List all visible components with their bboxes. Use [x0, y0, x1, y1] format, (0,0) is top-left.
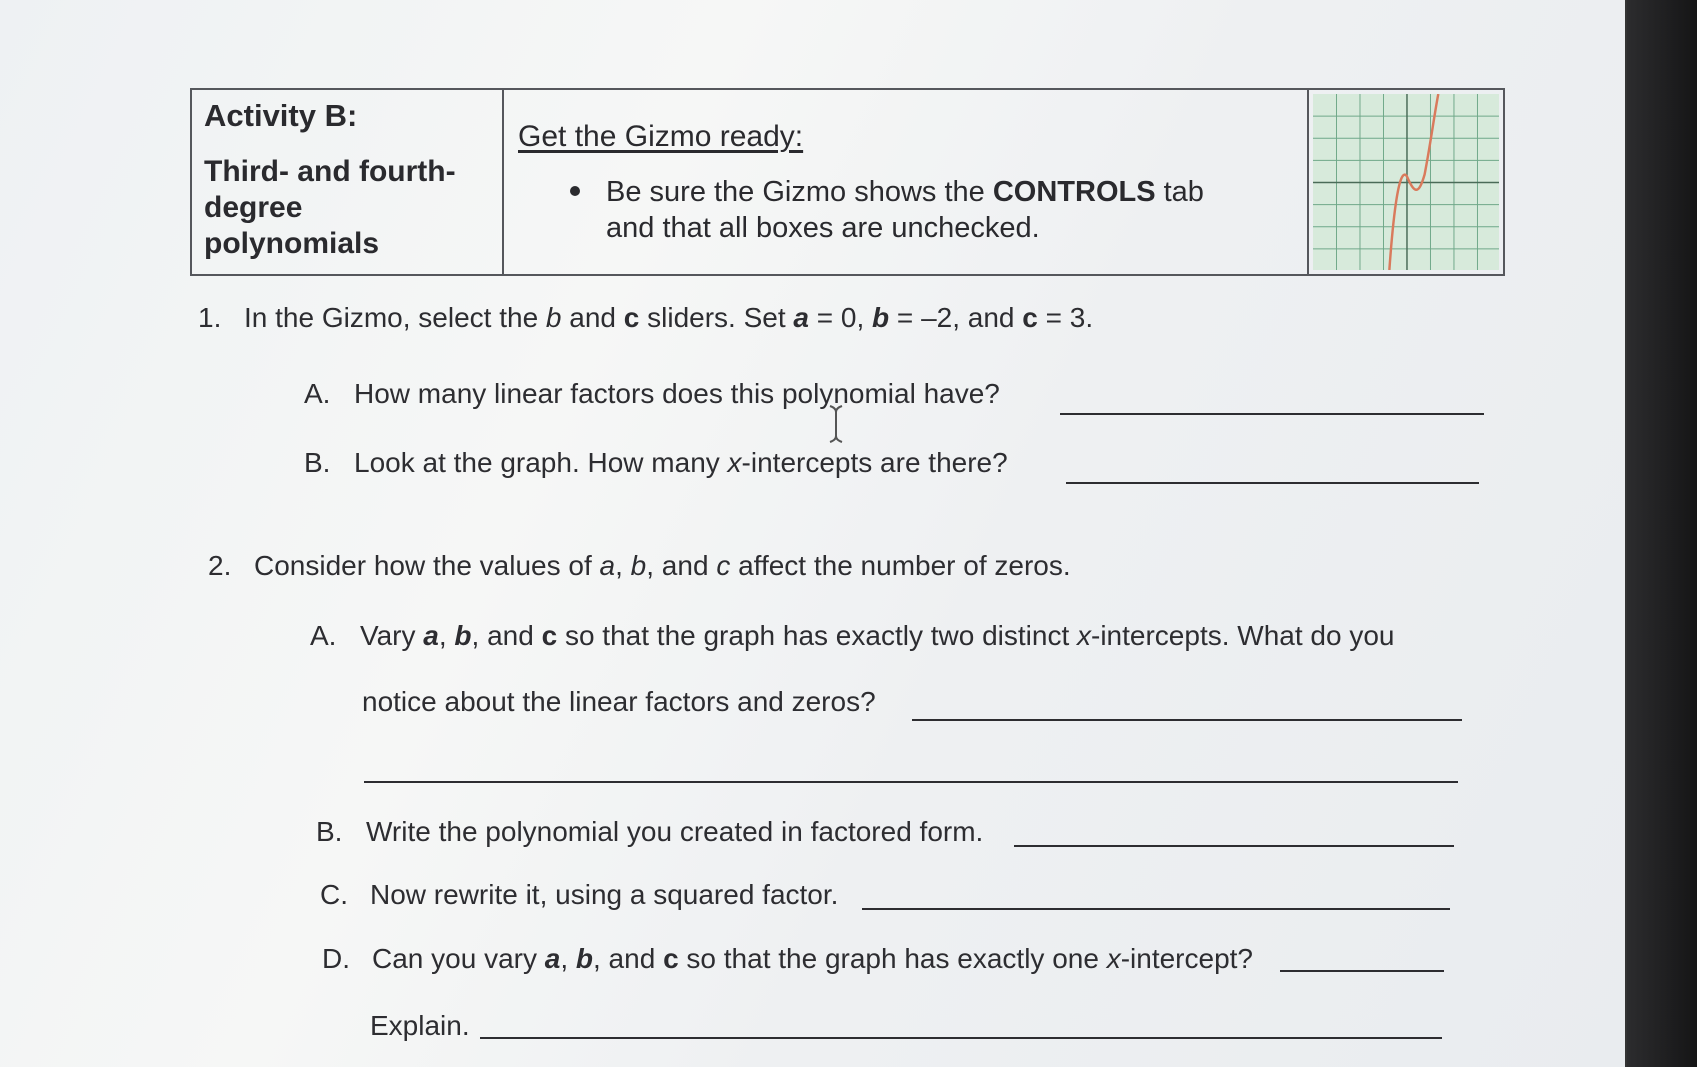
question-1a — [304, 378, 1000, 410]
question-1a-text: How many linear factors does this polynomial have? — [354, 378, 1000, 409]
bullet-icon — [570, 186, 580, 196]
activity-header-table — [190, 88, 1505, 276]
q2a-var-c: c — [541, 620, 558, 651]
q2-sep-1: , — [615, 550, 631, 581]
text-cursor-icon — [826, 404, 846, 444]
question-1b-x: x — [727, 447, 742, 478]
gizmo-instructions-cell — [504, 90, 1309, 274]
q2a-var-a: a — [423, 620, 439, 651]
question-1b — [304, 447, 1008, 479]
instruction-text-part2: tab — [1155, 176, 1204, 208]
question-2a — [310, 620, 1395, 652]
question-2c — [320, 879, 838, 911]
q2a-var-b: b — [454, 620, 472, 651]
question-2b-letter: B. — [316, 816, 343, 847]
instruction-text-part1: Be sure the Gizmo shows the — [606, 176, 993, 208]
answer-line-2c[interactable] — [862, 908, 1450, 910]
question-2b — [316, 816, 983, 848]
q2a-text-1: Vary — [360, 620, 424, 651]
activity-subtitle-line1: Third- and fourth- — [204, 155, 456, 188]
activity-title: Activity B: — [204, 98, 358, 133]
question-2d — [322, 943, 1253, 975]
question-1 — [198, 302, 1093, 334]
q2d-var-c: c — [663, 943, 679, 974]
q2d-sep-1: , — [560, 943, 576, 974]
q2a-sep-2: , and — [471, 620, 542, 651]
activity-subtitle-line2: degree — [204, 191, 303, 224]
q2d-x: x — [1106, 943, 1121, 974]
question-2a-letter: A. — [310, 620, 337, 651]
q2-var-c: c — [716, 550, 731, 581]
question-2a-line2: notice about the linear factors and zeros? — [362, 686, 876, 717]
graph-thumbnail-icon — [1313, 94, 1499, 270]
question-2c-letter: C. — [320, 879, 348, 910]
activity-subtitle-line3: polynomials — [204, 227, 380, 260]
question-1b-text-2: -intercepts are there? — [741, 447, 1008, 478]
gizmo-thumbnail-cell — [1309, 90, 1503, 274]
q2-text-2: affect the number of zeros. — [730, 550, 1071, 581]
activity-label-cell — [192, 90, 504, 274]
question-1a-letter: A. — [304, 378, 331, 409]
activity-subtitle — [204, 154, 490, 262]
question-2-number: 2. — [208, 550, 232, 581]
question-2d-letter: D. — [322, 943, 350, 974]
answer-line-2d[interactable] — [1280, 970, 1444, 972]
answer-line-2a-2[interactable] — [364, 781, 1458, 783]
q2a-x: x — [1077, 620, 1092, 651]
q2-var-a: a — [599, 550, 616, 581]
question-2 — [208, 550, 1071, 582]
q2d-var-b: b — [575, 943, 593, 974]
q1-set-c-val: = 3. — [1037, 302, 1094, 333]
q2a-text-2: so that the graph has exactly two distinct — [557, 620, 1078, 651]
instruction-text — [606, 174, 1204, 246]
q1-set-c-var: c — [1022, 302, 1038, 333]
q2-sep-2: , and — [646, 550, 717, 581]
controls-tab-label: CONTROLS — [992, 176, 1156, 208]
q1-text-b: and — [561, 302, 624, 333]
q2a-sep-1: , — [438, 620, 455, 651]
answer-line-2a-1[interactable] — [912, 719, 1462, 721]
q2d-text-3: -intercept? — [1120, 943, 1253, 974]
q2d-sep-2: , and — [593, 943, 664, 974]
q2a-text-3: -intercepts. What do you — [1091, 620, 1395, 651]
q1-set-b-var: b — [872, 302, 890, 333]
gizmo-ready-heading: Get the Gizmo ready: — [518, 120, 804, 153]
q1-text-a: In the Gizmo, select the — [244, 302, 546, 333]
monitor-bezel — [1627, 0, 1697, 1067]
q1-set-b-val: = –2, and — [889, 302, 1023, 333]
explain-label: Explain. — [370, 1010, 470, 1041]
q1-var-c: c — [623, 302, 640, 333]
question-2b-text: Write the polynomial you created in factored form. — [366, 816, 984, 847]
answer-line-1a[interactable] — [1060, 413, 1484, 415]
answer-line-1b[interactable] — [1066, 482, 1479, 484]
q1-var-b: b — [545, 302, 562, 333]
question-1b-letter: B. — [304, 447, 331, 478]
q2-var-b: b — [630, 550, 647, 581]
q2d-text-1: Can you vary — [372, 943, 545, 974]
q1-text-c: sliders. Set — [639, 302, 794, 333]
instruction-text-line2: and that all boxes are unchecked. — [606, 212, 1040, 244]
q2-text-1: Consider how the values of — [254, 550, 600, 581]
q1-set-a-var: a — [793, 302, 809, 333]
instruction-bullet — [518, 174, 1293, 246]
q2d-text-2: so that the graph has exactly one — [678, 943, 1107, 974]
q2d-var-a: a — [544, 943, 561, 974]
question-1-number: 1. — [198, 302, 222, 333]
question-2c-text: Now rewrite it, using a squared factor. — [370, 879, 839, 910]
answer-line-explain[interactable] — [480, 1037, 1442, 1039]
question-1b-text-1: Look at the graph. How many — [354, 447, 728, 478]
answer-line-2b[interactable] — [1014, 845, 1454, 847]
q1-set-a-val: = 0, — [809, 302, 873, 333]
